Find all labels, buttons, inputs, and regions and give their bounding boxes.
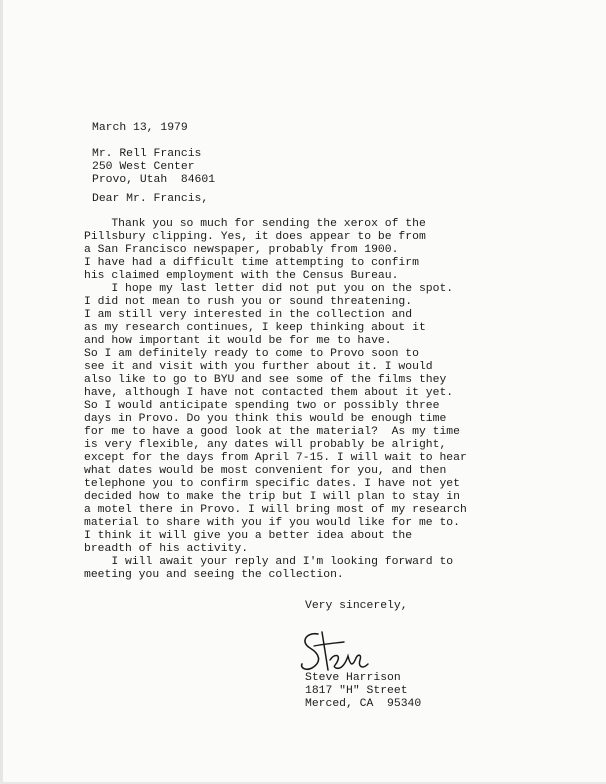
body-line: and how important it would be for me to have. xyxy=(84,335,392,347)
body-line: material to share with you if you would like for me to. xyxy=(84,517,460,529)
body-line: I have had a difficult time attempting to confirm xyxy=(84,257,419,269)
page-edge-shadow xyxy=(0,0,3,784)
body-line: see it and visit with you further about it. I would xyxy=(84,361,433,373)
body-line: I hope my last letter did not put you on the spot. xyxy=(84,283,454,295)
body-line: So I would anticipate spending two or possibly three xyxy=(84,400,440,412)
sender-name: Steve Harrison xyxy=(305,672,401,684)
sender-city: Merced, CA 95340 xyxy=(305,698,422,710)
body-line: Pillsbury clipping. Yes, it does appear to be from xyxy=(84,231,426,243)
body-line: days in Provo. Do you think this would be enough time xyxy=(84,413,447,425)
salutation: Dear Mr. Francis, xyxy=(92,193,209,205)
body-line: also like to go to BYU and see some of the films they xyxy=(84,374,447,386)
body-line: except for the days from April 7-15. I will wait to hear xyxy=(84,452,467,464)
body-line: what dates would be most convenient for you, and then xyxy=(84,465,447,477)
closing: Very sincerely, xyxy=(305,600,408,612)
body-line: a San Francisco newspaper, probably from 1900. xyxy=(84,244,399,256)
recipient-city: Provo, Utah 84601 xyxy=(92,174,216,186)
body-line: I did not mean to rush you or sound threatening. xyxy=(84,296,413,308)
body-line: for me to have a good look at the material? As my time xyxy=(84,426,460,438)
body-line: is very flexible, any dates will probably be alright, xyxy=(84,439,447,451)
body-line: decided how to make the trip but I will plan to stay in xyxy=(84,491,460,503)
body-line: meeting you and seeing the collection. xyxy=(84,569,344,581)
body-line: So I am definitely ready to come to Provo soon to xyxy=(84,348,419,360)
letter-date: March 13, 1979 xyxy=(92,122,188,134)
recipient-street: 250 West Center xyxy=(92,161,195,173)
body-line: I will await your reply and I'm looking forward to xyxy=(84,556,454,568)
body-line: as my research continues, I keep thinking about it xyxy=(84,322,426,334)
body-line: telephone you to confirm specific dates. I have not yet xyxy=(84,478,460,490)
sender-street: 1817 "H" Street xyxy=(305,685,408,697)
body-line: I think it will give you a better idea about the xyxy=(84,530,413,542)
body-line: his claimed employment with the Census Bureau. xyxy=(84,270,399,282)
recipient-name: Mr. Rell Francis xyxy=(92,148,202,160)
body-line: I am still very interested in the collection and xyxy=(84,309,413,321)
body-line: have, although I have not contacted them about it yet. xyxy=(84,387,454,399)
body-line: Thank you so much for sending the xerox of the xyxy=(84,218,426,230)
body-line: breadth of his activity. xyxy=(84,543,249,555)
body-line: a motel there in Provo. I will bring most of my research xyxy=(84,504,467,516)
